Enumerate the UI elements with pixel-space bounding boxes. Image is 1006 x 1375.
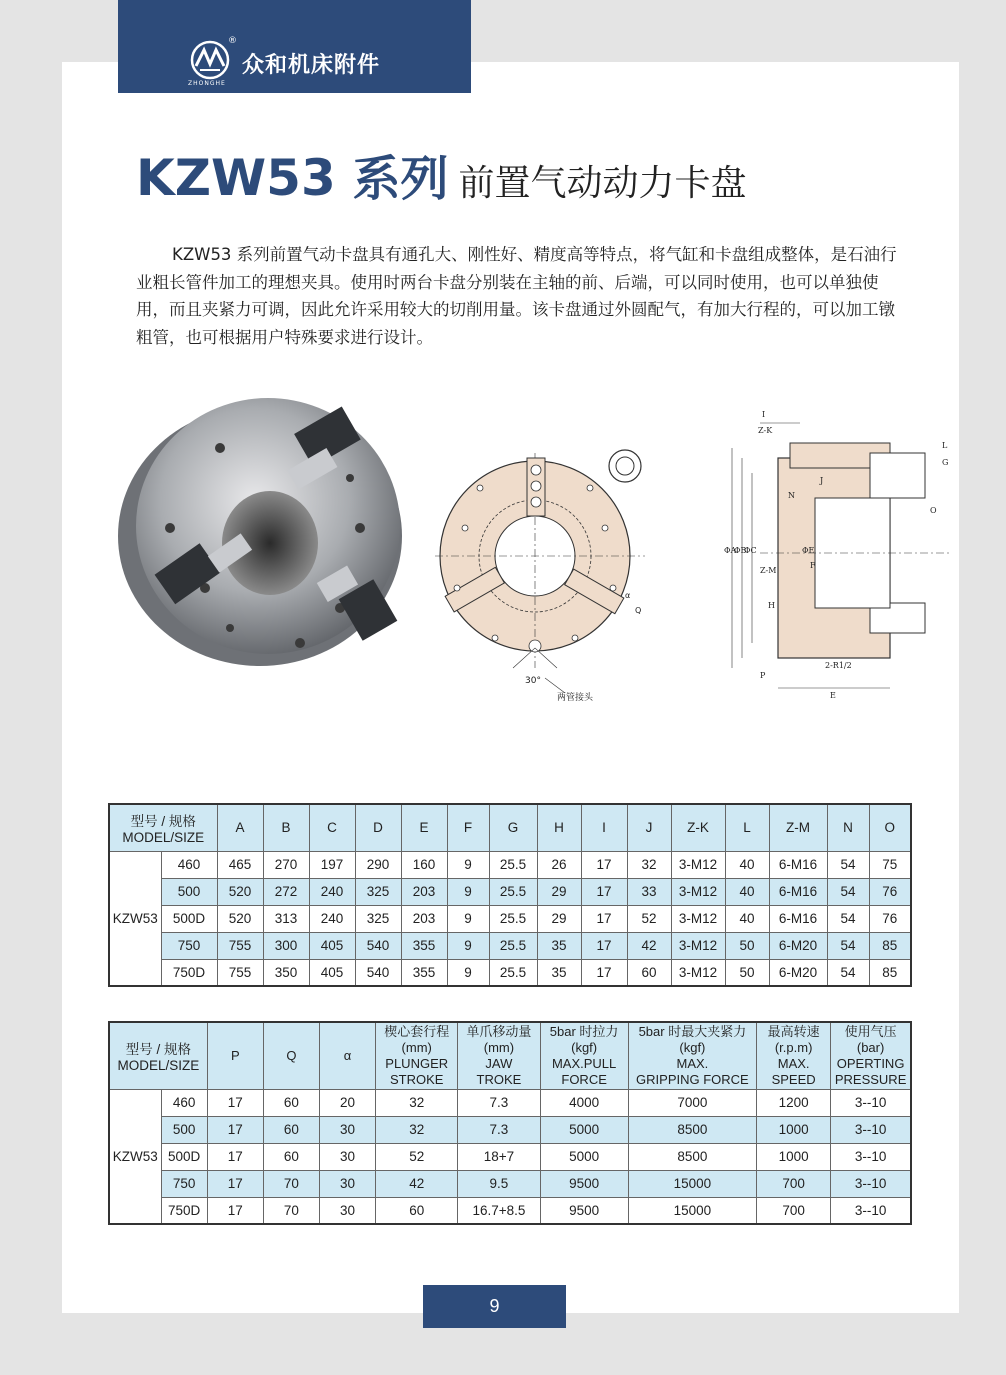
value-cell: 29 bbox=[537, 905, 581, 932]
value-cell: 29 bbox=[537, 878, 581, 905]
value-cell: 17 bbox=[207, 1089, 263, 1116]
value-cell: 465 bbox=[217, 851, 263, 878]
value-cell: 700 bbox=[757, 1197, 831, 1224]
hdr-line-unit: (kgf) bbox=[679, 1039, 706, 1055]
value-cell: 755 bbox=[217, 959, 263, 986]
brand-name: 众和机床附件 bbox=[242, 53, 381, 78]
value-cell: 40 bbox=[725, 878, 769, 905]
table-row bbox=[109, 1197, 911, 1224]
value-cell: 85 bbox=[869, 932, 911, 959]
page-title bbox=[136, 140, 746, 209]
value-cell: 520 bbox=[217, 905, 263, 932]
size-cell: 750 bbox=[161, 932, 217, 959]
value-cell: 25.5 bbox=[489, 905, 537, 932]
dimension-table bbox=[108, 803, 912, 987]
hdr-line-cn: 最高转速 bbox=[767, 1023, 820, 1039]
value-cell: 30 bbox=[319, 1197, 375, 1224]
value-cell: 350 bbox=[263, 959, 309, 986]
value-cell: 35 bbox=[537, 932, 581, 959]
chuck-photo bbox=[110, 378, 405, 673]
table2-col-symbol: P bbox=[230, 1047, 240, 1063]
dim-e2-label: E bbox=[830, 691, 836, 700]
hdr-line-en1: OPERTING bbox=[836, 1055, 905, 1071]
value-cell: 32 bbox=[376, 1116, 458, 1143]
table2-col-header-p bbox=[207, 1022, 263, 1089]
dim-alpha-label: α bbox=[625, 591, 631, 600]
table-row bbox=[109, 905, 911, 932]
dim-r-label: 2-R1/2 bbox=[825, 661, 852, 670]
value-cell: 9500 bbox=[540, 1170, 628, 1197]
hdr-line-cn: 使用气压 bbox=[844, 1023, 897, 1039]
value-cell: 25.5 bbox=[489, 878, 537, 905]
value-cell: 325 bbox=[355, 878, 401, 905]
front-view-drawing bbox=[435, 438, 685, 748]
table1-col-header: C bbox=[309, 804, 355, 851]
value-cell: 7.3 bbox=[458, 1089, 540, 1116]
size-cell: 750D bbox=[161, 959, 217, 986]
dim-g-label: G bbox=[942, 458, 949, 467]
table2-col-header-alpha bbox=[319, 1022, 375, 1089]
value-cell: 405 bbox=[309, 959, 355, 986]
hdr-line-en2: STROKE bbox=[389, 1071, 444, 1087]
table1-header-en: MODEL/SIZE bbox=[122, 830, 205, 846]
table2-model-header bbox=[109, 1022, 207, 1089]
hdr-line-en2: SPEED bbox=[771, 1071, 816, 1087]
value-cell: 15000 bbox=[628, 1170, 756, 1197]
value-cell: 17 bbox=[581, 959, 627, 986]
dim-f-label: F bbox=[810, 561, 816, 570]
value-cell: 540 bbox=[355, 959, 401, 986]
value-cell: 60 bbox=[263, 1116, 319, 1143]
value-cell: 405 bbox=[309, 932, 355, 959]
value-cell: 300 bbox=[263, 932, 309, 959]
series-cell: KZW53 bbox=[109, 1089, 161, 1224]
hdr-line-unit: (bar) bbox=[856, 1039, 885, 1055]
table1-header-cn: 型号 / 规格 bbox=[130, 814, 196, 830]
value-cell: 1000 bbox=[757, 1143, 831, 1170]
value-cell: 54 bbox=[827, 932, 869, 959]
dim-b-label: ΦB bbox=[734, 546, 747, 555]
table1-model-header bbox=[109, 804, 217, 851]
value-cell: 17 bbox=[207, 1143, 263, 1170]
table2-header-cn: 型号 / 规格 bbox=[125, 1042, 191, 1058]
value-cell: 50 bbox=[725, 932, 769, 959]
hdr-line-en1: MAX. bbox=[777, 1055, 810, 1071]
value-cell: 3-M12 bbox=[671, 851, 725, 878]
table1-col-header: J bbox=[627, 804, 671, 851]
table1-col-header: Z-M bbox=[769, 804, 827, 851]
value-cell: 30 bbox=[319, 1116, 375, 1143]
registered-mark: ® bbox=[228, 36, 237, 46]
table-row bbox=[109, 878, 911, 905]
table2-col-header-q bbox=[263, 1022, 319, 1089]
table-row bbox=[109, 1170, 911, 1197]
value-cell: 17 bbox=[581, 905, 627, 932]
value-cell: 1200 bbox=[757, 1089, 831, 1116]
hdr-line-cn: 楔心套行程 bbox=[384, 1023, 450, 1039]
table1-col-header: G bbox=[489, 804, 537, 851]
size-cell: 750 bbox=[161, 1170, 207, 1197]
performance-table bbox=[108, 1021, 912, 1225]
series-cell: KZW53 bbox=[109, 851, 161, 986]
value-cell: 240 bbox=[309, 878, 355, 905]
dim-n-label: N bbox=[788, 491, 795, 500]
table-row bbox=[109, 851, 911, 878]
value-cell: 54 bbox=[827, 905, 869, 932]
title-series: 系列 bbox=[335, 151, 449, 207]
size-cell: 500 bbox=[161, 878, 217, 905]
hdr-line-unit: (r.p.m) bbox=[774, 1039, 813, 1055]
hdr-line-en2: TROKE bbox=[476, 1071, 522, 1087]
table1-col-header: F bbox=[447, 804, 489, 851]
value-cell: 3-M12 bbox=[671, 932, 725, 959]
value-cell: 4000 bbox=[540, 1089, 628, 1116]
hdr-line-en1: MAX. bbox=[676, 1055, 709, 1071]
value-cell: 203 bbox=[401, 878, 447, 905]
value-cell: 203 bbox=[401, 905, 447, 932]
value-cell: 25.5 bbox=[489, 932, 537, 959]
table1-col-header: B bbox=[263, 804, 309, 851]
value-cell: 6-M16 bbox=[769, 851, 827, 878]
dim-zk-label: Z-K bbox=[758, 426, 773, 435]
table1-col-header: H bbox=[537, 804, 581, 851]
hdr-line-en1: JAW bbox=[485, 1055, 513, 1071]
value-cell: 270 bbox=[263, 851, 309, 878]
hdr-line-cn: 5bar 时最大夹紧力 bbox=[638, 1023, 747, 1039]
value-cell: 52 bbox=[627, 905, 671, 932]
dim-e-label: ΦE bbox=[802, 546, 815, 555]
dim-a-label: ΦA bbox=[724, 546, 737, 555]
value-cell: 17 bbox=[207, 1116, 263, 1143]
table2-col-symbol: α bbox=[343, 1047, 352, 1063]
table1-col-header: Z-K bbox=[671, 804, 725, 851]
table2-col-header-plunger bbox=[376, 1022, 458, 1089]
value-cell: 15000 bbox=[628, 1197, 756, 1224]
size-cell: 460 bbox=[161, 1089, 207, 1116]
value-cell: 3-M12 bbox=[671, 959, 725, 986]
value-cell: 54 bbox=[827, 878, 869, 905]
value-cell: 60 bbox=[263, 1143, 319, 1170]
value-cell: 25.5 bbox=[489, 959, 537, 986]
table2-col-header-pressure bbox=[831, 1022, 911, 1089]
value-cell: 50 bbox=[725, 959, 769, 986]
value-cell: 60 bbox=[376, 1197, 458, 1224]
dim-h-label: H bbox=[768, 601, 775, 610]
value-cell: 17 bbox=[207, 1170, 263, 1197]
dim-i-label: I bbox=[762, 410, 766, 419]
value-cell: 160 bbox=[401, 851, 447, 878]
value-cell: 20 bbox=[319, 1089, 375, 1116]
angle-label: 30° bbox=[525, 676, 541, 686]
value-cell: 32 bbox=[627, 851, 671, 878]
value-cell: 17 bbox=[581, 878, 627, 905]
value-cell: 755 bbox=[217, 932, 263, 959]
dim-p-label: P bbox=[760, 671, 766, 680]
hdr-line-en1: MAX.PULL bbox=[551, 1055, 617, 1071]
value-cell: 9 bbox=[447, 959, 489, 986]
hdr-line-unit: (mm) bbox=[483, 1039, 515, 1055]
value-cell: 3--10 bbox=[831, 1116, 911, 1143]
table2-header-en: MODEL/SIZE bbox=[117, 1058, 200, 1074]
value-cell: 6-M16 bbox=[769, 905, 827, 932]
page-number: 9 bbox=[423, 1285, 566, 1328]
table-row bbox=[109, 1089, 911, 1116]
value-cell: 42 bbox=[627, 932, 671, 959]
title-model: KZW53 bbox=[136, 149, 336, 207]
table1-col-header: D bbox=[355, 804, 401, 851]
value-cell: 17 bbox=[581, 932, 627, 959]
value-cell: 76 bbox=[869, 905, 911, 932]
hdr-line-en2: PRESSURE bbox=[834, 1071, 907, 1087]
value-cell: 17 bbox=[581, 851, 627, 878]
value-cell: 3-M12 bbox=[671, 878, 725, 905]
table-row bbox=[109, 1116, 911, 1143]
value-cell: 33 bbox=[627, 878, 671, 905]
value-cell: 40 bbox=[725, 851, 769, 878]
dim-q-label: Q bbox=[635, 606, 642, 615]
table1-col-header: O bbox=[869, 804, 911, 851]
table1-col-header: A bbox=[217, 804, 263, 851]
value-cell: 17 bbox=[207, 1197, 263, 1224]
table2-col-header-pull bbox=[540, 1022, 628, 1089]
value-cell: 1000 bbox=[757, 1116, 831, 1143]
value-cell: 3--10 bbox=[831, 1197, 911, 1224]
dim-o-label: O bbox=[930, 506, 937, 515]
value-cell: 355 bbox=[401, 932, 447, 959]
value-cell: 26 bbox=[537, 851, 581, 878]
value-cell: 9 bbox=[447, 851, 489, 878]
value-cell: 6-M20 bbox=[769, 932, 827, 959]
value-cell: 6-M16 bbox=[769, 878, 827, 905]
dim-zm-label: Z-M bbox=[760, 566, 777, 575]
value-cell: 9500 bbox=[540, 1197, 628, 1224]
hdr-line-en2: FORCE bbox=[561, 1071, 607, 1087]
value-cell: 700 bbox=[757, 1170, 831, 1197]
value-cell: 30 bbox=[319, 1170, 375, 1197]
table2-col-header-grip bbox=[628, 1022, 756, 1089]
table-row bbox=[109, 1143, 911, 1170]
value-cell: 30 bbox=[319, 1143, 375, 1170]
table2-col-header-jaw bbox=[458, 1022, 540, 1089]
table-row bbox=[109, 932, 911, 959]
value-cell: 75 bbox=[869, 851, 911, 878]
value-cell: 25.5 bbox=[489, 851, 537, 878]
table1-col-header: L bbox=[725, 804, 769, 851]
value-cell: 35 bbox=[537, 959, 581, 986]
table-row bbox=[109, 959, 911, 986]
value-cell: 70 bbox=[263, 1170, 319, 1197]
value-cell: 60 bbox=[627, 959, 671, 986]
value-cell: 16.7+8.5 bbox=[458, 1197, 540, 1224]
hdr-line-unit: (mm) bbox=[401, 1039, 432, 1055]
value-cell: 32 bbox=[376, 1089, 458, 1116]
value-cell: 9 bbox=[447, 905, 489, 932]
air-inlet-label: 两管接头 bbox=[557, 693, 594, 703]
value-cell: 70 bbox=[263, 1197, 319, 1224]
hdr-line-cn: 单爪移动量 bbox=[466, 1023, 532, 1039]
value-cell: 52 bbox=[376, 1143, 458, 1170]
brand-header bbox=[118, 0, 471, 93]
value-cell: 40 bbox=[725, 905, 769, 932]
value-cell: 520 bbox=[217, 878, 263, 905]
value-cell: 54 bbox=[827, 851, 869, 878]
value-cell: 18+7 bbox=[458, 1143, 540, 1170]
value-cell: 5000 bbox=[540, 1116, 628, 1143]
value-cell: 3-M12 bbox=[671, 905, 725, 932]
value-cell: 9.5 bbox=[458, 1170, 540, 1197]
title-product: 前置气动动力卡盘 bbox=[458, 163, 747, 204]
value-cell: 8500 bbox=[628, 1116, 756, 1143]
value-cell: 8500 bbox=[628, 1143, 756, 1170]
size-cell: 750D bbox=[161, 1197, 207, 1224]
value-cell: 3--10 bbox=[831, 1170, 911, 1197]
hdr-line-unit: (kgf) bbox=[571, 1039, 598, 1055]
logo-subtext: ZHONGHE bbox=[188, 80, 226, 87]
hdr-line-cn: 5bar 时拉力 bbox=[549, 1023, 619, 1039]
value-cell: 197 bbox=[309, 851, 355, 878]
brand-logo-icon bbox=[190, 40, 230, 80]
value-cell: 290 bbox=[355, 851, 401, 878]
value-cell: 3--10 bbox=[831, 1089, 911, 1116]
value-cell: 3--10 bbox=[831, 1143, 911, 1170]
hdr-line-en2: GRIPPING FORCE bbox=[636, 1071, 749, 1087]
value-cell: 54 bbox=[827, 959, 869, 986]
value-cell: 355 bbox=[401, 959, 447, 986]
hdr-line-en1: PLUNGER bbox=[385, 1055, 449, 1071]
size-cell: 500 bbox=[161, 1116, 207, 1143]
value-cell: 313 bbox=[263, 905, 309, 932]
table1-col-header: N bbox=[827, 804, 869, 851]
size-cell: 500D bbox=[161, 905, 217, 932]
dim-l-label: L bbox=[942, 441, 948, 450]
value-cell: 7.3 bbox=[458, 1116, 540, 1143]
dim-c-label: ΦC bbox=[744, 546, 757, 555]
table1-col-header: I bbox=[581, 804, 627, 851]
value-cell: 240 bbox=[309, 905, 355, 932]
figures-area bbox=[110, 378, 960, 708]
value-cell: 272 bbox=[263, 878, 309, 905]
value-cell: 76 bbox=[869, 878, 911, 905]
section-view-drawing bbox=[720, 403, 960, 713]
size-cell: 500D bbox=[161, 1143, 207, 1170]
table2-col-header-speed bbox=[757, 1022, 831, 1089]
value-cell: 9 bbox=[447, 932, 489, 959]
table1-col-header: E bbox=[401, 804, 447, 851]
value-cell: 85 bbox=[869, 959, 911, 986]
value-cell: 6-M20 bbox=[769, 959, 827, 986]
table2-col-symbol: Q bbox=[286, 1047, 297, 1063]
value-cell: 42 bbox=[376, 1170, 458, 1197]
value-cell: 60 bbox=[263, 1089, 319, 1116]
value-cell: 325 bbox=[355, 905, 401, 932]
size-cell: 460 bbox=[161, 851, 217, 878]
value-cell: 9 bbox=[447, 878, 489, 905]
value-cell: 7000 bbox=[628, 1089, 756, 1116]
dim-j-label: J bbox=[820, 476, 824, 485]
intro-paragraph: KZW53 系列前置气动卡盘具有通孔大、刚性好、精度高等特点，将气缸和卡盘组成整体，是石油行业粗长管件加工的理想夹具。使用时两台卡盘分别装在主轴的前、后端，可以同时使用，也可以单独使用，而且夹紧力可调，因此允许采用较大的切削用量。该卡盘通过外圆配气，有加大行程的，可以加工镦粗管，也可根据用户特殊要求进行设计。 bbox=[136, 245, 897, 347]
value-cell: 5000 bbox=[540, 1143, 628, 1170]
value-cell: 540 bbox=[355, 932, 401, 959]
